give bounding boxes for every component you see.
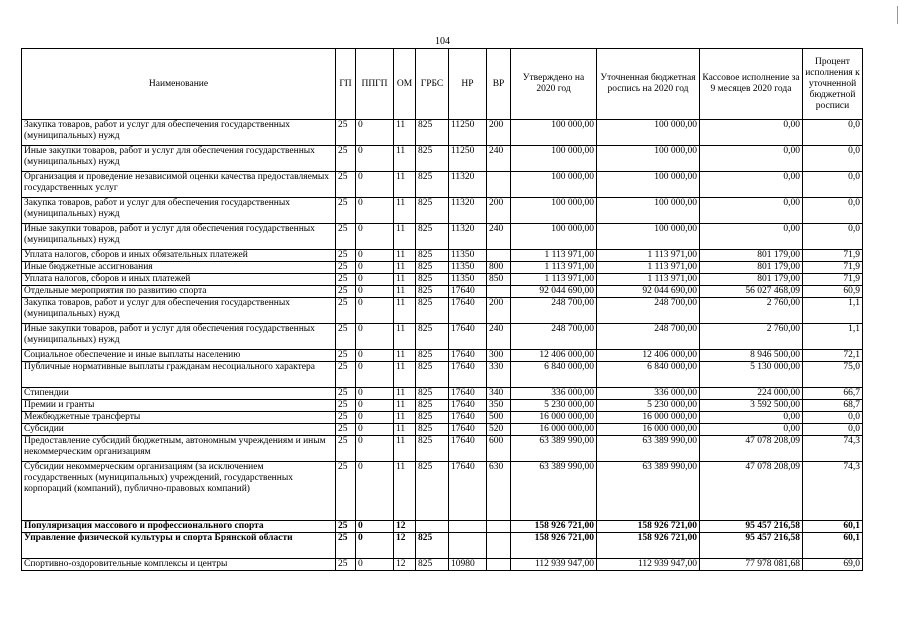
cell-om: 11 (394, 224, 416, 250)
cell-percent: 0,0 (803, 198, 863, 224)
cell-gp: 25 (336, 224, 356, 250)
cell-vr (487, 533, 511, 559)
cell-nr: 17640 (449, 286, 487, 298)
cell-approved: 16 000 000,00 (511, 424, 597, 436)
cell-gp: 25 (336, 462, 356, 521)
cell-om: 11 (394, 424, 416, 436)
cell-name: Уплата налогов, сборов и иных платежей (22, 274, 336, 286)
cell-executed: 0,00 (700, 412, 803, 424)
cell-name: Популяризация массового и профессионального спорта (22, 521, 336, 533)
cell-om: 11 (394, 462, 416, 521)
cell-nr: 11350 (449, 262, 487, 274)
cell-om: 11 (394, 298, 416, 324)
cell-grbs: 825 (416, 324, 449, 350)
cell-om: 12 (394, 521, 416, 533)
cell-vr: 520 (487, 424, 511, 436)
cell-vr: 200 (487, 198, 511, 224)
cell-refined: 1 113 971,00 (597, 262, 700, 274)
cell-grbs: 825 (416, 274, 449, 286)
cell-om: 11 (394, 262, 416, 274)
cell-grbs: 825 (416, 533, 449, 559)
cell-refined: 12 406 000,00 (597, 350, 700, 362)
cell-name: Закупка товаров, работ и услуг для обеспечения государственных (муниципальных) нужд (22, 298, 336, 324)
cell-om: 11 (394, 120, 416, 146)
cell-percent: 71,9 (803, 250, 863, 262)
cell-nr: 11350 (449, 250, 487, 262)
cell-ppgp: 0 (356, 250, 394, 262)
cell-approved: 63 389 990,00 (511, 462, 597, 521)
cell-percent: 71,9 (803, 262, 863, 274)
cell-vr: 800 (487, 262, 511, 274)
cell-percent: 75,0 (803, 362, 863, 388)
table-header-row (22, 49, 863, 120)
cell-percent: 0,0 (803, 146, 863, 172)
cell-gp: 25 (336, 172, 356, 198)
cell-approved: 16 000 000,00 (511, 412, 597, 424)
cell-grbs: 825 (416, 172, 449, 198)
cell-executed: 801 179,00 (700, 262, 803, 274)
col-header-percent: Процент исполнения к уточненной бюджетной росписи (803, 49, 863, 120)
cell-vr (487, 559, 511, 571)
cell-approved: 100 000,00 (511, 172, 597, 198)
cell-ppgp: 0 (356, 412, 394, 424)
cell-vr: 850 (487, 274, 511, 286)
cell-vr: 340 (487, 388, 511, 400)
cell-approved: 92 044 690,00 (511, 286, 597, 298)
cell-grbs: 825 (416, 424, 449, 436)
cell-om: 11 (394, 198, 416, 224)
table-row (22, 521, 863, 533)
cell-ppgp: 0 (356, 400, 394, 412)
cell-nr (449, 521, 487, 533)
table-row (22, 262, 863, 274)
cell-nr: 17640 (449, 436, 487, 462)
cell-om: 11 (394, 412, 416, 424)
col-header-approved: Утверждено на 2020 год (511, 49, 597, 120)
cell-refined: 158 926 721,00 (597, 521, 700, 533)
table-row (22, 198, 863, 224)
cell-name: Иные закупки товаров, работ и услуг для обеспечения государственных (муниципальных) нужд (22, 146, 336, 172)
cell-om: 11 (394, 436, 416, 462)
cell-percent: 74,3 (803, 462, 863, 521)
table-row (22, 362, 863, 388)
cell-gp: 25 (336, 324, 356, 350)
cell-gp: 25 (336, 146, 356, 172)
cell-percent: 0,0 (803, 120, 863, 146)
cell-executed: 0,00 (700, 424, 803, 436)
cell-refined: 158 926 721,00 (597, 533, 700, 559)
cell-vr (487, 250, 511, 262)
cell-percent: 60,9 (803, 286, 863, 298)
cell-om: 11 (394, 324, 416, 350)
cell-approved: 100 000,00 (511, 120, 597, 146)
cell-om: 11 (394, 362, 416, 388)
cell-gp: 25 (336, 436, 356, 462)
cell-name: Публичные нормативные выплаты гражданам несоциального характера (22, 362, 336, 388)
cell-om: 12 (394, 559, 416, 571)
cell-percent: 71,9 (803, 274, 863, 286)
cell-nr: 11250 (449, 120, 487, 146)
cell-name: Стипендии (22, 388, 336, 400)
table-row (22, 400, 863, 412)
cell-ppgp: 0 (356, 362, 394, 388)
cell-vr: 240 (487, 146, 511, 172)
cell-ppgp: 0 (356, 172, 394, 198)
cell-approved: 100 000,00 (511, 198, 597, 224)
table-row (22, 533, 863, 559)
cell-grbs: 825 (416, 388, 449, 400)
cell-ppgp: 0 (356, 436, 394, 462)
cell-nr: 17640 (449, 412, 487, 424)
cell-nr: 17640 (449, 298, 487, 324)
cell-ppgp: 0 (356, 298, 394, 324)
cell-ppgp: 0 (356, 146, 394, 172)
col-header-name: Наименование (22, 49, 336, 120)
cell-executed: 5 130 000,00 (700, 362, 803, 388)
cell-refined: 92 044 690,00 (597, 286, 700, 298)
col-header-nr: НР (449, 49, 487, 120)
cell-percent: 69,0 (803, 559, 863, 571)
cell-name: Отдельные мероприятия по развитию спорта (22, 286, 336, 298)
cell-om: 11 (394, 388, 416, 400)
cell-om: 11 (394, 274, 416, 286)
cell-om: 11 (394, 146, 416, 172)
cell-approved: 5 230 000,00 (511, 400, 597, 412)
cell-ppgp: 0 (356, 324, 394, 350)
cell-name: Иные закупки товаров, работ и услуг для обеспечения государственных (муниципальных) нужд (22, 224, 336, 250)
table-row (22, 298, 863, 324)
cell-om: 12 (394, 533, 416, 559)
cell-executed: 2 760,00 (700, 298, 803, 324)
cell-ppgp: 0 (356, 286, 394, 298)
cell-name: Иные бюджетные ассигнования (22, 262, 336, 274)
cell-gp: 25 (336, 400, 356, 412)
cell-gp: 25 (336, 362, 356, 388)
cell-ppgp: 0 (356, 350, 394, 362)
cell-ppgp: 0 (356, 274, 394, 286)
cell-name: Субсидии некоммерческим организациям (за исключением государственных (муниципальных) учреждений, государственных корпораций (компаний), публично-правовых компаний) (22, 462, 336, 521)
cell-ppgp: 0 (356, 224, 394, 250)
cell-refined: 336 000,00 (597, 388, 700, 400)
cell-nr (449, 533, 487, 559)
cell-approved: 336 000,00 (511, 388, 597, 400)
cell-refined: 1 113 971,00 (597, 250, 700, 262)
table-row (22, 462, 863, 521)
cell-nr: 17640 (449, 350, 487, 362)
cell-gp: 25 (336, 412, 356, 424)
cell-gp: 25 (336, 250, 356, 262)
cell-executed: 801 179,00 (700, 250, 803, 262)
cell-vr: 330 (487, 362, 511, 388)
cell-grbs: 825 (416, 436, 449, 462)
table-row (22, 274, 863, 286)
cell-om: 11 (394, 400, 416, 412)
cell-nr: 17640 (449, 462, 487, 521)
cell-refined: 100 000,00 (597, 172, 700, 198)
cell-nr: 17640 (449, 400, 487, 412)
cell-percent: 74,3 (803, 436, 863, 462)
cell-executed: 47 078 208,09 (700, 436, 803, 462)
cell-executed: 801 179,00 (700, 274, 803, 286)
cell-refined: 6 840 000,00 (597, 362, 700, 388)
cell-gp: 25 (336, 298, 356, 324)
cell-grbs: 825 (416, 198, 449, 224)
cell-refined: 100 000,00 (597, 198, 700, 224)
cell-name: Межбюджетные трансферты (22, 412, 336, 424)
cell-name: Уплата налогов, сборов и иных обязательных платежей (22, 250, 336, 262)
cell-executed: 0,00 (700, 120, 803, 146)
cell-grbs: 825 (416, 559, 449, 571)
cell-nr: 11320 (449, 198, 487, 224)
cell-ppgp: 0 (356, 262, 394, 274)
cell-refined: 100 000,00 (597, 146, 700, 172)
cell-nr: 11250 (449, 146, 487, 172)
cell-approved: 158 926 721,00 (511, 533, 597, 559)
cell-om: 11 (394, 350, 416, 362)
cell-gp: 25 (336, 120, 356, 146)
cell-vr (487, 521, 511, 533)
cell-executed: 95 457 216,58 (700, 533, 803, 559)
table-body (22, 120, 863, 571)
cell-name: Субсидии (22, 424, 336, 436)
col-header-ppgp: ППГП (356, 49, 394, 120)
cell-refined: 248 700,00 (597, 298, 700, 324)
cell-gp: 25 (336, 533, 356, 559)
cell-approved: 1 113 971,00 (511, 262, 597, 274)
cell-vr: 240 (487, 324, 511, 350)
cell-gp: 25 (336, 559, 356, 571)
cell-executed: 0,00 (700, 198, 803, 224)
cell-percent: 72,1 (803, 350, 863, 362)
cell-refined: 63 389 990,00 (597, 436, 700, 462)
cell-grbs: 825 (416, 250, 449, 262)
cell-nr: 17640 (449, 362, 487, 388)
table-row (22, 424, 863, 436)
cell-executed: 224 000,00 (700, 388, 803, 400)
table-row (22, 350, 863, 362)
table-row (22, 388, 863, 400)
cell-approved: 63 389 990,00 (511, 436, 597, 462)
cell-executed: 8 946 500,00 (700, 350, 803, 362)
table-row (22, 436, 863, 462)
cell-percent: 60,1 (803, 533, 863, 559)
cell-vr: 200 (487, 298, 511, 324)
cell-gp: 25 (336, 198, 356, 224)
cell-grbs: 825 (416, 350, 449, 362)
cell-ppgp: 0 (356, 462, 394, 521)
cell-percent: 0,0 (803, 224, 863, 250)
cell-grbs: 825 (416, 400, 449, 412)
cell-ppgp: 0 (356, 521, 394, 533)
cell-name: Иные закупки товаров, работ и услуг для обеспечения государственных (муниципальных) нужд (22, 324, 336, 350)
cell-executed: 0,00 (700, 224, 803, 250)
cell-gp: 25 (336, 274, 356, 286)
table-row (22, 172, 863, 198)
cell-percent: 0,0 (803, 424, 863, 436)
cell-grbs: 825 (416, 362, 449, 388)
cell-percent: 0,0 (803, 172, 863, 198)
cell-refined: 248 700,00 (597, 324, 700, 350)
cell-name: Предоставление субсидий бюджетным, автономным учреждениям и иным некоммерческим организациям (22, 436, 336, 462)
cell-name: Социальное обеспечение и иные выплаты населению (22, 350, 336, 362)
cell-vr: 240 (487, 224, 511, 250)
cell-gp: 25 (336, 262, 356, 274)
table-row (22, 324, 863, 350)
page-edge-mark (897, 6, 898, 24)
col-header-refined: Уточненная бюджетная роспись на 2020 год (597, 49, 700, 120)
cell-percent: 60,1 (803, 521, 863, 533)
table-row (22, 250, 863, 262)
cell-approved: 6 840 000,00 (511, 362, 597, 388)
col-header-gp: ГП (336, 49, 356, 120)
cell-executed: 3 592 500,00 (700, 400, 803, 412)
cell-vr: 630 (487, 462, 511, 521)
cell-executed: 0,00 (700, 172, 803, 198)
cell-grbs: 825 (416, 412, 449, 424)
cell-executed: 47 078 208,09 (700, 462, 803, 521)
page-number: 104 (435, 36, 450, 47)
cell-nr: 11320 (449, 172, 487, 198)
cell-grbs: 825 (416, 298, 449, 324)
cell-vr (487, 172, 511, 198)
cell-nr: 17640 (449, 324, 487, 350)
cell-approved: 12 406 000,00 (511, 350, 597, 362)
cell-gp: 25 (336, 521, 356, 533)
table-row (22, 559, 863, 571)
cell-percent: 1,1 (803, 324, 863, 350)
cell-executed: 77 978 081,68 (700, 559, 803, 571)
cell-grbs: 825 (416, 262, 449, 274)
table-row (22, 286, 863, 298)
cell-name: Закупка товаров, работ и услуг для обеспечения государственных (муниципальных) нужд (22, 120, 336, 146)
cell-approved: 158 926 721,00 (511, 521, 597, 533)
cell-refined: 100 000,00 (597, 120, 700, 146)
cell-ppgp: 0 (356, 198, 394, 224)
cell-grbs: 825 (416, 286, 449, 298)
cell-ppgp: 0 (356, 533, 394, 559)
cell-vr: 350 (487, 400, 511, 412)
cell-grbs: 825 (416, 120, 449, 146)
col-header-om: ОМ (394, 49, 416, 120)
cell-executed: 56 027 468,09 (700, 286, 803, 298)
cell-nr: 11350 (449, 274, 487, 286)
col-header-vr: ВР (487, 49, 511, 120)
table-row (22, 224, 863, 250)
cell-vr: 200 (487, 120, 511, 146)
cell-name: Спортивно-оздоровительные комплексы и центры (22, 559, 336, 571)
cell-refined: 16 000 000,00 (597, 424, 700, 436)
cell-gp: 25 (336, 424, 356, 436)
cell-name: Организация и проведение независимой оценки качества предоставляемых государственных услуг (22, 172, 336, 198)
cell-percent: 0,0 (803, 412, 863, 424)
cell-vr (487, 286, 511, 298)
cell-approved: 248 700,00 (511, 298, 597, 324)
cell-executed: 2 760,00 (700, 324, 803, 350)
cell-ppgp: 0 (356, 120, 394, 146)
cell-grbs: 825 (416, 146, 449, 172)
cell-om: 11 (394, 286, 416, 298)
cell-ppgp: 0 (356, 388, 394, 400)
table-row (22, 120, 863, 146)
cell-vr: 300 (487, 350, 511, 362)
cell-approved: 1 113 971,00 (511, 274, 597, 286)
cell-grbs (416, 521, 449, 533)
cell-approved: 100 000,00 (511, 224, 597, 250)
cell-refined: 112 939 947,00 (597, 559, 700, 571)
table-row (22, 146, 863, 172)
cell-name: Премии и гранты (22, 400, 336, 412)
cell-approved: 1 113 971,00 (511, 250, 597, 262)
cell-gp: 25 (336, 350, 356, 362)
cell-refined: 63 389 990,00 (597, 462, 700, 521)
cell-percent: 68,7 (803, 400, 863, 412)
cell-nr: 10980 (449, 559, 487, 571)
cell-refined: 1 113 971,00 (597, 274, 700, 286)
cell-vr: 600 (487, 436, 511, 462)
cell-ppgp: 0 (356, 424, 394, 436)
cell-nr: 17640 (449, 388, 487, 400)
cell-om: 11 (394, 172, 416, 198)
cell-executed: 0,00 (700, 146, 803, 172)
cell-nr: 17640 (449, 424, 487, 436)
cell-percent: 66,7 (803, 388, 863, 400)
cell-gp: 25 (336, 286, 356, 298)
cell-executed: 95 457 216,58 (700, 521, 803, 533)
cell-gp: 25 (336, 388, 356, 400)
cell-grbs: 825 (416, 462, 449, 521)
cell-percent: 1,1 (803, 298, 863, 324)
cell-nr: 11320 (449, 224, 487, 250)
cell-grbs: 825 (416, 224, 449, 250)
cell-name: Управление физической культуры и спорта Брянской области (22, 533, 336, 559)
cell-vr: 500 (487, 412, 511, 424)
cell-ppgp: 0 (356, 559, 394, 571)
cell-refined: 16 000 000,00 (597, 412, 700, 424)
cell-approved: 248 700,00 (511, 324, 597, 350)
col-header-executed: Кассовое исполнение за 9 месяцев 2020 года (700, 49, 803, 120)
cell-refined: 100 000,00 (597, 224, 700, 250)
table-row (22, 412, 863, 424)
col-header-grbs: ГРБС (416, 49, 449, 120)
cell-approved: 112 939 947,00 (511, 559, 597, 571)
cell-approved: 100 000,00 (511, 146, 597, 172)
cell-refined: 5 230 000,00 (597, 400, 700, 412)
cell-name: Закупка товаров, работ и услуг для обеспечения государственных (муниципальных) нужд (22, 198, 336, 224)
cell-om: 11 (394, 250, 416, 262)
budget-table (21, 48, 863, 571)
